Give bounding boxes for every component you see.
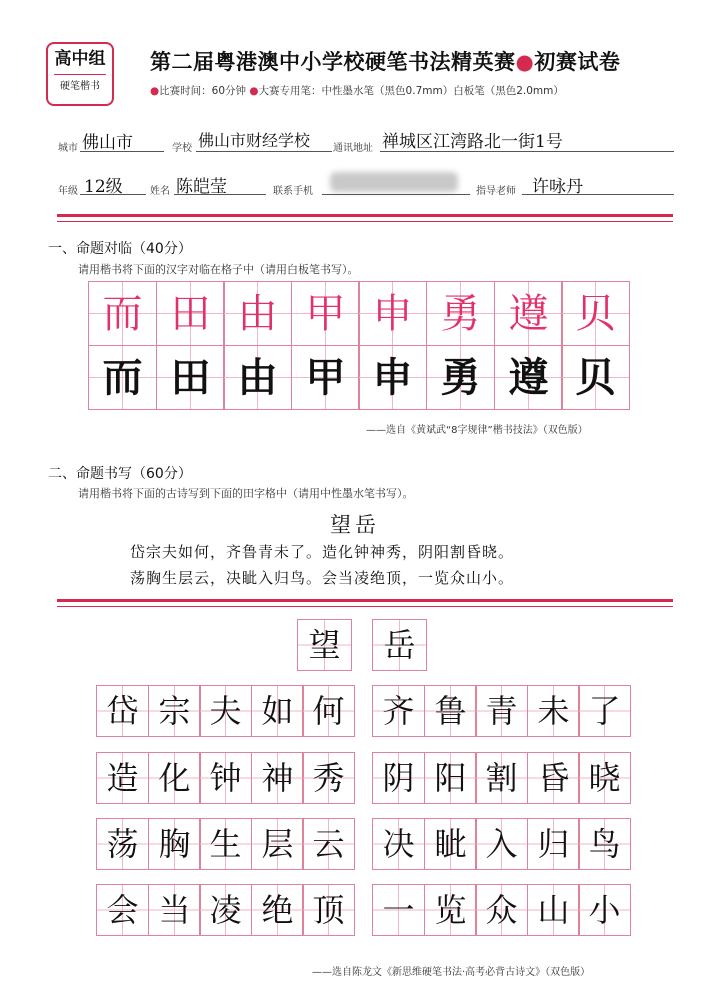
poem-cell[interactable] [475, 685, 528, 737]
poem-cell[interactable] [578, 752, 631, 804]
poem-cell[interactable] [372, 752, 425, 804]
poem-char: 宗 [158, 692, 191, 730]
poem-cell[interactable] [424, 752, 477, 804]
written-char: 勇 [440, 353, 481, 401]
poem-char: 了 [588, 692, 621, 730]
poem-cell[interactable] [148, 818, 201, 870]
header-divider [57, 214, 673, 217]
model-cell[interactable] [223, 281, 292, 346]
section2-title: 二、命题书写（60分） [48, 466, 192, 482]
title-dot-icon: ● [515, 50, 535, 74]
poem-char: 览 [434, 891, 467, 929]
bullet-icon: ● [249, 85, 259, 97]
model-char: 由 [237, 290, 278, 337]
bullet-icon: ● [150, 85, 160, 97]
poem-cell[interactable] [96, 884, 149, 936]
poem-char: 归 [537, 825, 570, 863]
model-cell[interactable] [156, 281, 225, 346]
grade-underline [80, 194, 146, 195]
written-cell[interactable] [561, 345, 630, 410]
poem-cell[interactable] [424, 818, 477, 870]
teacher-underline [522, 194, 674, 195]
poem-char: 昏 [537, 759, 570, 797]
poem-char: 何 [312, 692, 345, 730]
poem-cell[interactable] [527, 752, 580, 804]
poem-char: 青 [485, 692, 518, 730]
poem-cell[interactable] [475, 752, 528, 804]
poem-cell[interactable] [372, 685, 425, 737]
poem-cell[interactable] [302, 818, 355, 870]
poem-char: 化 [158, 759, 191, 797]
poem-char: 晓 [588, 759, 621, 797]
poem-title: 望岳 [330, 513, 380, 537]
model-cell[interactable] [561, 281, 630, 346]
poem-char: 决 [382, 825, 415, 863]
section1-credit: ——选自《黄斌武“8字规律”楷书技法》（双色版） [366, 425, 588, 436]
poem-cell[interactable] [475, 818, 528, 870]
poem-cell[interactable] [424, 884, 477, 936]
written-cell[interactable] [358, 345, 427, 410]
city-underline [80, 151, 164, 152]
name-value[interactable]: 陈皑莹 [176, 177, 227, 197]
poem-cell[interactable] [251, 752, 304, 804]
poem-cell[interactable] [199, 884, 252, 936]
poem-char: 夫 [209, 692, 242, 730]
poem-char: 层 [261, 825, 294, 863]
poem-char: 未 [537, 692, 570, 730]
poem-cell[interactable] [148, 884, 201, 936]
written-char: 田 [170, 353, 211, 401]
poem-divider-thin [57, 606, 673, 607]
poem-char: 岱 [106, 692, 139, 730]
poem-line-2: 荡胸生层云，决眦入归鸟。会当凌绝顶，一览众山小。 [130, 569, 515, 587]
badge-group-label: 高中组 [54, 49, 106, 69]
poem-char: 凌 [209, 891, 242, 929]
poem-cell[interactable] [302, 884, 355, 936]
badge-style-label: 硬笔楷书 [60, 81, 100, 92]
city-value[interactable]: 佛山市 [82, 133, 133, 153]
school-underline [196, 151, 332, 152]
phone-redacted [330, 172, 458, 192]
written-char: 申 [372, 353, 413, 401]
address-value[interactable]: 禅城区江湾路北一街1号 [382, 132, 563, 152]
poem-cell[interactable] [96, 685, 149, 737]
model-cell[interactable] [426, 281, 495, 346]
model-char: 甲 [305, 290, 346, 337]
rule-time: 比赛时间：60分钟 [159, 85, 247, 97]
name-label: 姓名 [150, 186, 170, 197]
written-cell[interactable] [156, 345, 225, 410]
phone-underline [322, 194, 470, 195]
model-char: 遵 [508, 290, 549, 337]
poem-cell[interactable] [148, 752, 201, 804]
poem-char: 绝 [261, 891, 294, 929]
poem-cell[interactable] [96, 752, 149, 804]
written-char: 甲 [305, 353, 346, 401]
model-char: 勇 [440, 290, 481, 337]
section1-desc: 请用楷书将下面的汉字对临在格子中（请用白板笔书写）。 [78, 263, 359, 276]
school-value[interactable]: 佛山市财经学校 [198, 131, 311, 150]
poem-cell[interactable] [302, 752, 355, 804]
city-label: 城市 [58, 143, 78, 154]
poem-title-cell[interactable] [372, 619, 427, 671]
section2-credit: ——选自陈龙文《新思维硬笔书法·高考必背古诗文》（双色版） [312, 967, 591, 978]
poem-cell[interactable] [199, 818, 252, 870]
poem-title-char: 岳 [383, 626, 416, 664]
poem-cell[interactable] [424, 685, 477, 737]
model-cell[interactable] [358, 281, 427, 346]
address-underline [380, 151, 674, 152]
written-char: 贝 [575, 353, 616, 401]
poem-char: 齐 [382, 692, 415, 730]
grade-label: 年级 [58, 186, 78, 197]
exam-title [150, 46, 620, 76]
section1-title: 一、命题对临（40分） [48, 241, 192, 257]
model-char: 申 [372, 290, 413, 337]
model-cell[interactable] [291, 281, 360, 346]
header-divider-thin [57, 221, 673, 222]
poem-char: 会 [106, 891, 139, 929]
poem-char: 云 [312, 825, 345, 863]
poem-divider [57, 599, 673, 602]
poem-char: 造 [106, 759, 139, 797]
poem-char: 一 [382, 891, 415, 929]
written-cell[interactable] [426, 345, 495, 410]
exam-rules [150, 83, 564, 98]
poem-cell[interactable] [199, 685, 252, 737]
poem-cell[interactable] [372, 818, 425, 870]
section2-desc: 请用楷书将下面的古诗写到下面的田字格中（请用中性墨水笔书写）。 [78, 487, 414, 500]
poem-char: 山 [537, 891, 570, 929]
grade-value[interactable]: 12级 [84, 177, 123, 197]
poem-cell[interactable] [578, 818, 631, 870]
poem-cell[interactable] [578, 685, 631, 737]
poem-char: 鸟 [588, 825, 621, 863]
poem-char: 小 [588, 891, 621, 929]
name-underline [174, 194, 266, 195]
exam-title-main: 第二届粤港澳中小学校硬笔书法精英赛 [150, 50, 516, 74]
poem-char: 如 [261, 692, 294, 730]
written-char: 而 [102, 353, 143, 401]
written-char: 遵 [508, 353, 549, 401]
written-cell[interactable] [88, 345, 157, 410]
poem-char: 眦 [434, 825, 467, 863]
poem-cell[interactable] [251, 884, 304, 936]
poem-char: 荡 [106, 825, 139, 863]
exam-title-suffix: 初赛试卷 [534, 50, 621, 74]
poem-cell[interactable] [251, 685, 304, 737]
model-char: 田 [170, 290, 211, 337]
poem-cell[interactable] [527, 818, 580, 870]
poem-cell[interactable] [251, 818, 304, 870]
model-char: 贝 [575, 290, 616, 337]
model-cell[interactable] [494, 281, 563, 346]
poem-char: 入 [485, 825, 518, 863]
poem-char: 当 [158, 891, 191, 929]
poem-cell[interactable] [148, 685, 201, 737]
poem-char: 胸 [158, 825, 191, 863]
poem-line-1: 岱宗夫如何，齐鲁青未了。造化钟神秀，阴阳割昏晓。 [130, 543, 515, 561]
model-char: 而 [102, 290, 143, 337]
poem-char: 割 [485, 759, 518, 797]
badge-divider [54, 74, 106, 75]
poem-cell[interactable] [199, 752, 252, 804]
written-char: 由 [237, 353, 278, 401]
phone-label: 联系手机 [273, 186, 313, 197]
poem-cell[interactable] [96, 818, 149, 870]
teacher-value[interactable]: 许咏丹 [532, 177, 583, 197]
poem-cell[interactable] [527, 884, 580, 936]
address-label: 通讯地址 [333, 143, 373, 154]
poem-char: 鲁 [434, 692, 467, 730]
poem-cell[interactable] [578, 884, 631, 936]
poem-char: 生 [209, 825, 242, 863]
poem-char: 顶 [312, 891, 345, 929]
model-cell[interactable] [88, 281, 157, 346]
rule-pen: 大赛专用笔：中性墨水笔（黑色0.7mm）白板笔（黑色2.0mm） [258, 85, 564, 97]
poem-cell[interactable] [527, 685, 580, 737]
poem-title-cell[interactable] [297, 619, 352, 671]
poem-char: 众 [485, 891, 518, 929]
group-badge [46, 42, 114, 106]
poem-char: 神 [261, 759, 294, 797]
poem-char: 秀 [312, 759, 345, 797]
written-cell[interactable] [291, 345, 360, 410]
written-cell[interactable] [494, 345, 563, 410]
written-cell[interactable] [223, 345, 292, 410]
poem-cell[interactable] [372, 884, 425, 936]
poem-char: 阳 [434, 759, 467, 797]
poem-cell[interactable] [475, 884, 528, 936]
poem-char: 钟 [209, 759, 242, 797]
poem-title-char: 望 [308, 626, 341, 664]
poem-char: 阴 [382, 759, 415, 797]
poem-cell[interactable] [302, 685, 355, 737]
teacher-label: 指导老师 [476, 186, 516, 197]
school-label: 学校 [172, 143, 192, 154]
